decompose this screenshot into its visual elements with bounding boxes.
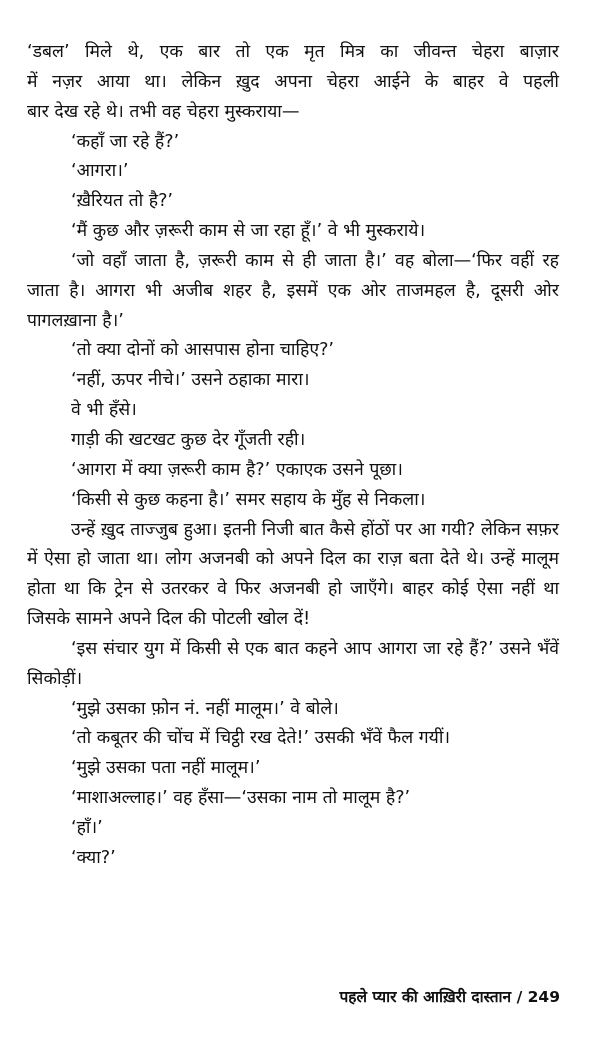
paragraph: ‘माशाअल्लाह।’ वह हँसा—‘उसका नाम तो मालूम है?’ — [71, 788, 411, 809]
paragraph: ‘मुझे उसका फ़ोन नं. नहीं मालूम।’ वे बोले। — [71, 698, 339, 719]
paragraph: ‘मैं कुछ और ज़रूरी काम से जा रहा हूँ।’ वे भी मुस्कराये। — [71, 221, 426, 242]
body-text — [27, 38, 559, 874]
text-line: में नज़र आया था। लेकिन ख़ुद अपना चेहरा आईने के बाहर वे पहली — [27, 71, 559, 92]
paragraph: ‘इस संचार युग में किसी से एक बात कहने आप आगरा जा रहे हैं?’ उसने भँवें सिकोड़ीं। — [27, 638, 559, 689]
paragraph: ‘आगरा।’ — [71, 161, 129, 182]
paragraph: ‘किसी से कुछ कहना है।’ समर सहाय के मुँह से निकला। — [71, 489, 426, 510]
paragraph: ‘नहीं, ऊपर नीचे।’ उसने ठहाका मारा। — [71, 370, 310, 391]
paragraph: ‘आगरा में क्या ज़रूरी काम है?’ एकाएक उसने पूछा। — [71, 459, 403, 480]
paragraph: ‘ख़ैरियत तो है?’ — [71, 191, 174, 212]
paragraph: ‘हाँ।’ — [71, 817, 103, 838]
paragraph: ‘कहाँ जा रहे हैं?’ — [71, 131, 180, 152]
footer-separator: / — [511, 988, 528, 1006]
paragraph: ‘तो क्या दोनों को आसपास होना चाहिए?’ — [71, 340, 335, 361]
page-footer — [339, 985, 560, 1007]
paragraph: ‘जो वहाँ जाता है, ज़रूरी काम से ही जाता है।’ वह बोला—‘फिर वहीं रह जाता है। आगरा भी अजीब शहर है, इसमें एक ओर ताजमहल है, दूसरी ओर पागलख़ाना है।’ — [27, 250, 559, 331]
paragraph: गाड़ी की खटखट कुछ देर गूँजती रही। — [71, 429, 306, 450]
paragraph: ‘तो कबूतर की चोंच में चिट्ठी रख देते!’ उसकी भँवें फैल गयीं। — [71, 728, 451, 749]
running-title: पहले प्यार की आख़िरी दास्तान — [339, 988, 512, 1006]
paragraph: ‘मुझे उसका पता नहीं मालूम।’ — [71, 758, 261, 779]
text-line: ‘डबल’ मिले थे, एक बार तो एक मृत मित्र का जीवन्त चेहरा बाज़ार — [27, 42, 559, 62]
page-number: 249 — [527, 988, 560, 1006]
paragraph: वे भी हँसे। — [71, 400, 137, 421]
text-line: बार देख रहे थे। तभी वह चेहरा मुस्कराया— — [27, 101, 300, 122]
paragraph: ‘क्या?’ — [71, 847, 116, 868]
paragraph: उन्हें ख़ुद ताज्जुब हुआ। इतनी निजी बात कैसे होंठों पर आ गयी? लेकिन सफ़र में ऐसा हो जाता था। लोग अजनबी को अपने दिल का राज़ बता देते थे। उन्हें मालूम होता था कि ट्रेन से उतरकर वे फिर अजनबी हो जाएँगे। बाहर कोई ऐसा नहीं था जिसके सामने अपने दिल की पोटली खोल दें! — [27, 519, 559, 630]
paragraph-1 — [27, 38, 559, 128]
